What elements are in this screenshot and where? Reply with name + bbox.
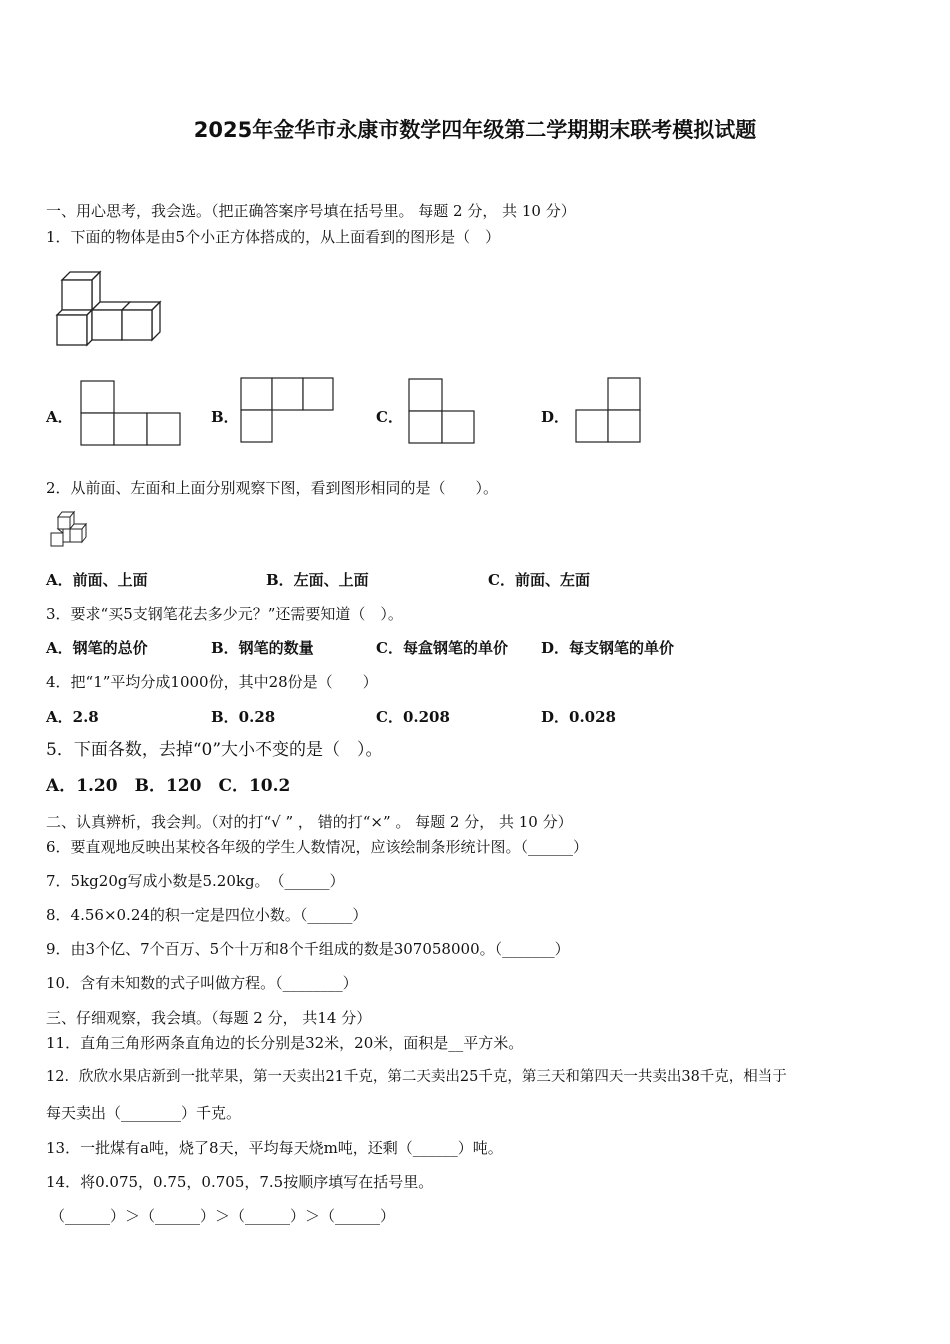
question-13: 13．一批煤有a吨，烧了8天，平均每天烧m吨，还剩（______）吨。 bbox=[46, 1139, 503, 1157]
q3-option-d: D．每支钢笔的单价 bbox=[541, 639, 675, 657]
question-3: 3．要求“买5支钢笔花去多少元？”还需要知道（ ）。 bbox=[46, 605, 403, 623]
question-2-cube-figure bbox=[46, 508, 90, 550]
q2-option-a: A．前面、上面 bbox=[46, 571, 148, 589]
q1-option-d-label: D． bbox=[541, 408, 570, 426]
question-2: 2．从前面、左面和上面分别观察下图，看到图形相同的是（ ）。 bbox=[46, 479, 499, 497]
q3-option-a: A．钢笔的总价 bbox=[46, 639, 148, 657]
q1-option-a-figure bbox=[80, 380, 182, 448]
question-14-blanks: （______）＞（______）＞（______）＞（______） bbox=[50, 1207, 396, 1225]
q1-option-b-label: B． bbox=[211, 408, 239, 426]
q2-option-b: B．左面、上面 bbox=[266, 571, 369, 589]
q5-options: A．1.20 B．120 C．10.2 bbox=[46, 776, 291, 796]
section-2-heading: 二、认真辨析，我会判。（对的打“√ ” ， 错的打“×” 。 每题 2 分， 共 10 分） bbox=[46, 813, 573, 831]
q4-option-c: C．0.208 bbox=[376, 708, 450, 726]
question-12-continued: 每天卖出（________）千克。 bbox=[46, 1104, 242, 1122]
q3-option-c: C．每盒钢笔的单价 bbox=[376, 639, 508, 657]
question-1-cube-figure bbox=[52, 268, 164, 348]
section-1-heading: 一、用心思考，我会选。（把正确答案序号填在括号里。 每题 2 分， 共 10 分） bbox=[46, 202, 576, 220]
q2-option-c: C．前面、左面 bbox=[488, 571, 590, 589]
q4-option-b: B．0.28 bbox=[211, 708, 276, 726]
question-10: 10．含有未知数的式子叫做方程。（________） bbox=[46, 974, 358, 992]
q4-option-a: A．2.8 bbox=[46, 708, 99, 726]
q3-option-b: B．钢笔的数量 bbox=[211, 639, 314, 657]
q4-option-d: D．0.028 bbox=[541, 708, 616, 726]
question-5: 5．下面各数，去掉“0”大小不变的是（ ）。 bbox=[46, 740, 383, 760]
question-4: 4．把“1”平均分成1000份，其中28份是（ ） bbox=[46, 673, 378, 691]
page-title: 2025年金华市永康市数学四年级第二学期期末联考模拟试题 bbox=[193, 118, 757, 142]
question-12: 12．欣欣水果店新到一批苹果，第一天卖出21千克，第二天卖出25千克，第三天和第四天一共卖出38千克，相当于 bbox=[46, 1069, 787, 1085]
section-3-heading: 三、仔细观察，我会填。（每题 2 分， 共14 分） bbox=[46, 1009, 372, 1027]
question-9: 9．由3个亿、7个百万、5个十万和8个千组成的数是307058000。（_______） bbox=[46, 940, 570, 958]
q1-option-c-figure bbox=[408, 378, 476, 446]
q1-option-b-figure bbox=[240, 377, 334, 445]
question-8: 8．4.56×0.24的积一定是四位小数。（______） bbox=[46, 906, 368, 924]
q1-option-a-label: A． bbox=[46, 408, 73, 426]
question-6: 6．要直观地反映出某校各年级的学生人数情况，应该绘制条形统计图。（______） bbox=[46, 838, 589, 856]
question-11: 11．直角三角形两条直角边的长分别是32米，20米，面积是__平方米。 bbox=[46, 1034, 524, 1052]
question-1: 1．下面的物体是由5个小正方体搭成的，从上面看到的图形是（ ） bbox=[46, 228, 501, 246]
q1-option-d-figure bbox=[575, 377, 643, 445]
q1-option-c-label: C． bbox=[376, 408, 403, 426]
question-7: 7．5kg20g写成小数是5.20kg。 （______） bbox=[46, 872, 345, 890]
question-14: 14．将0.075，0.75，0.705，7.5按顺序填写在括号里。 bbox=[46, 1173, 434, 1191]
